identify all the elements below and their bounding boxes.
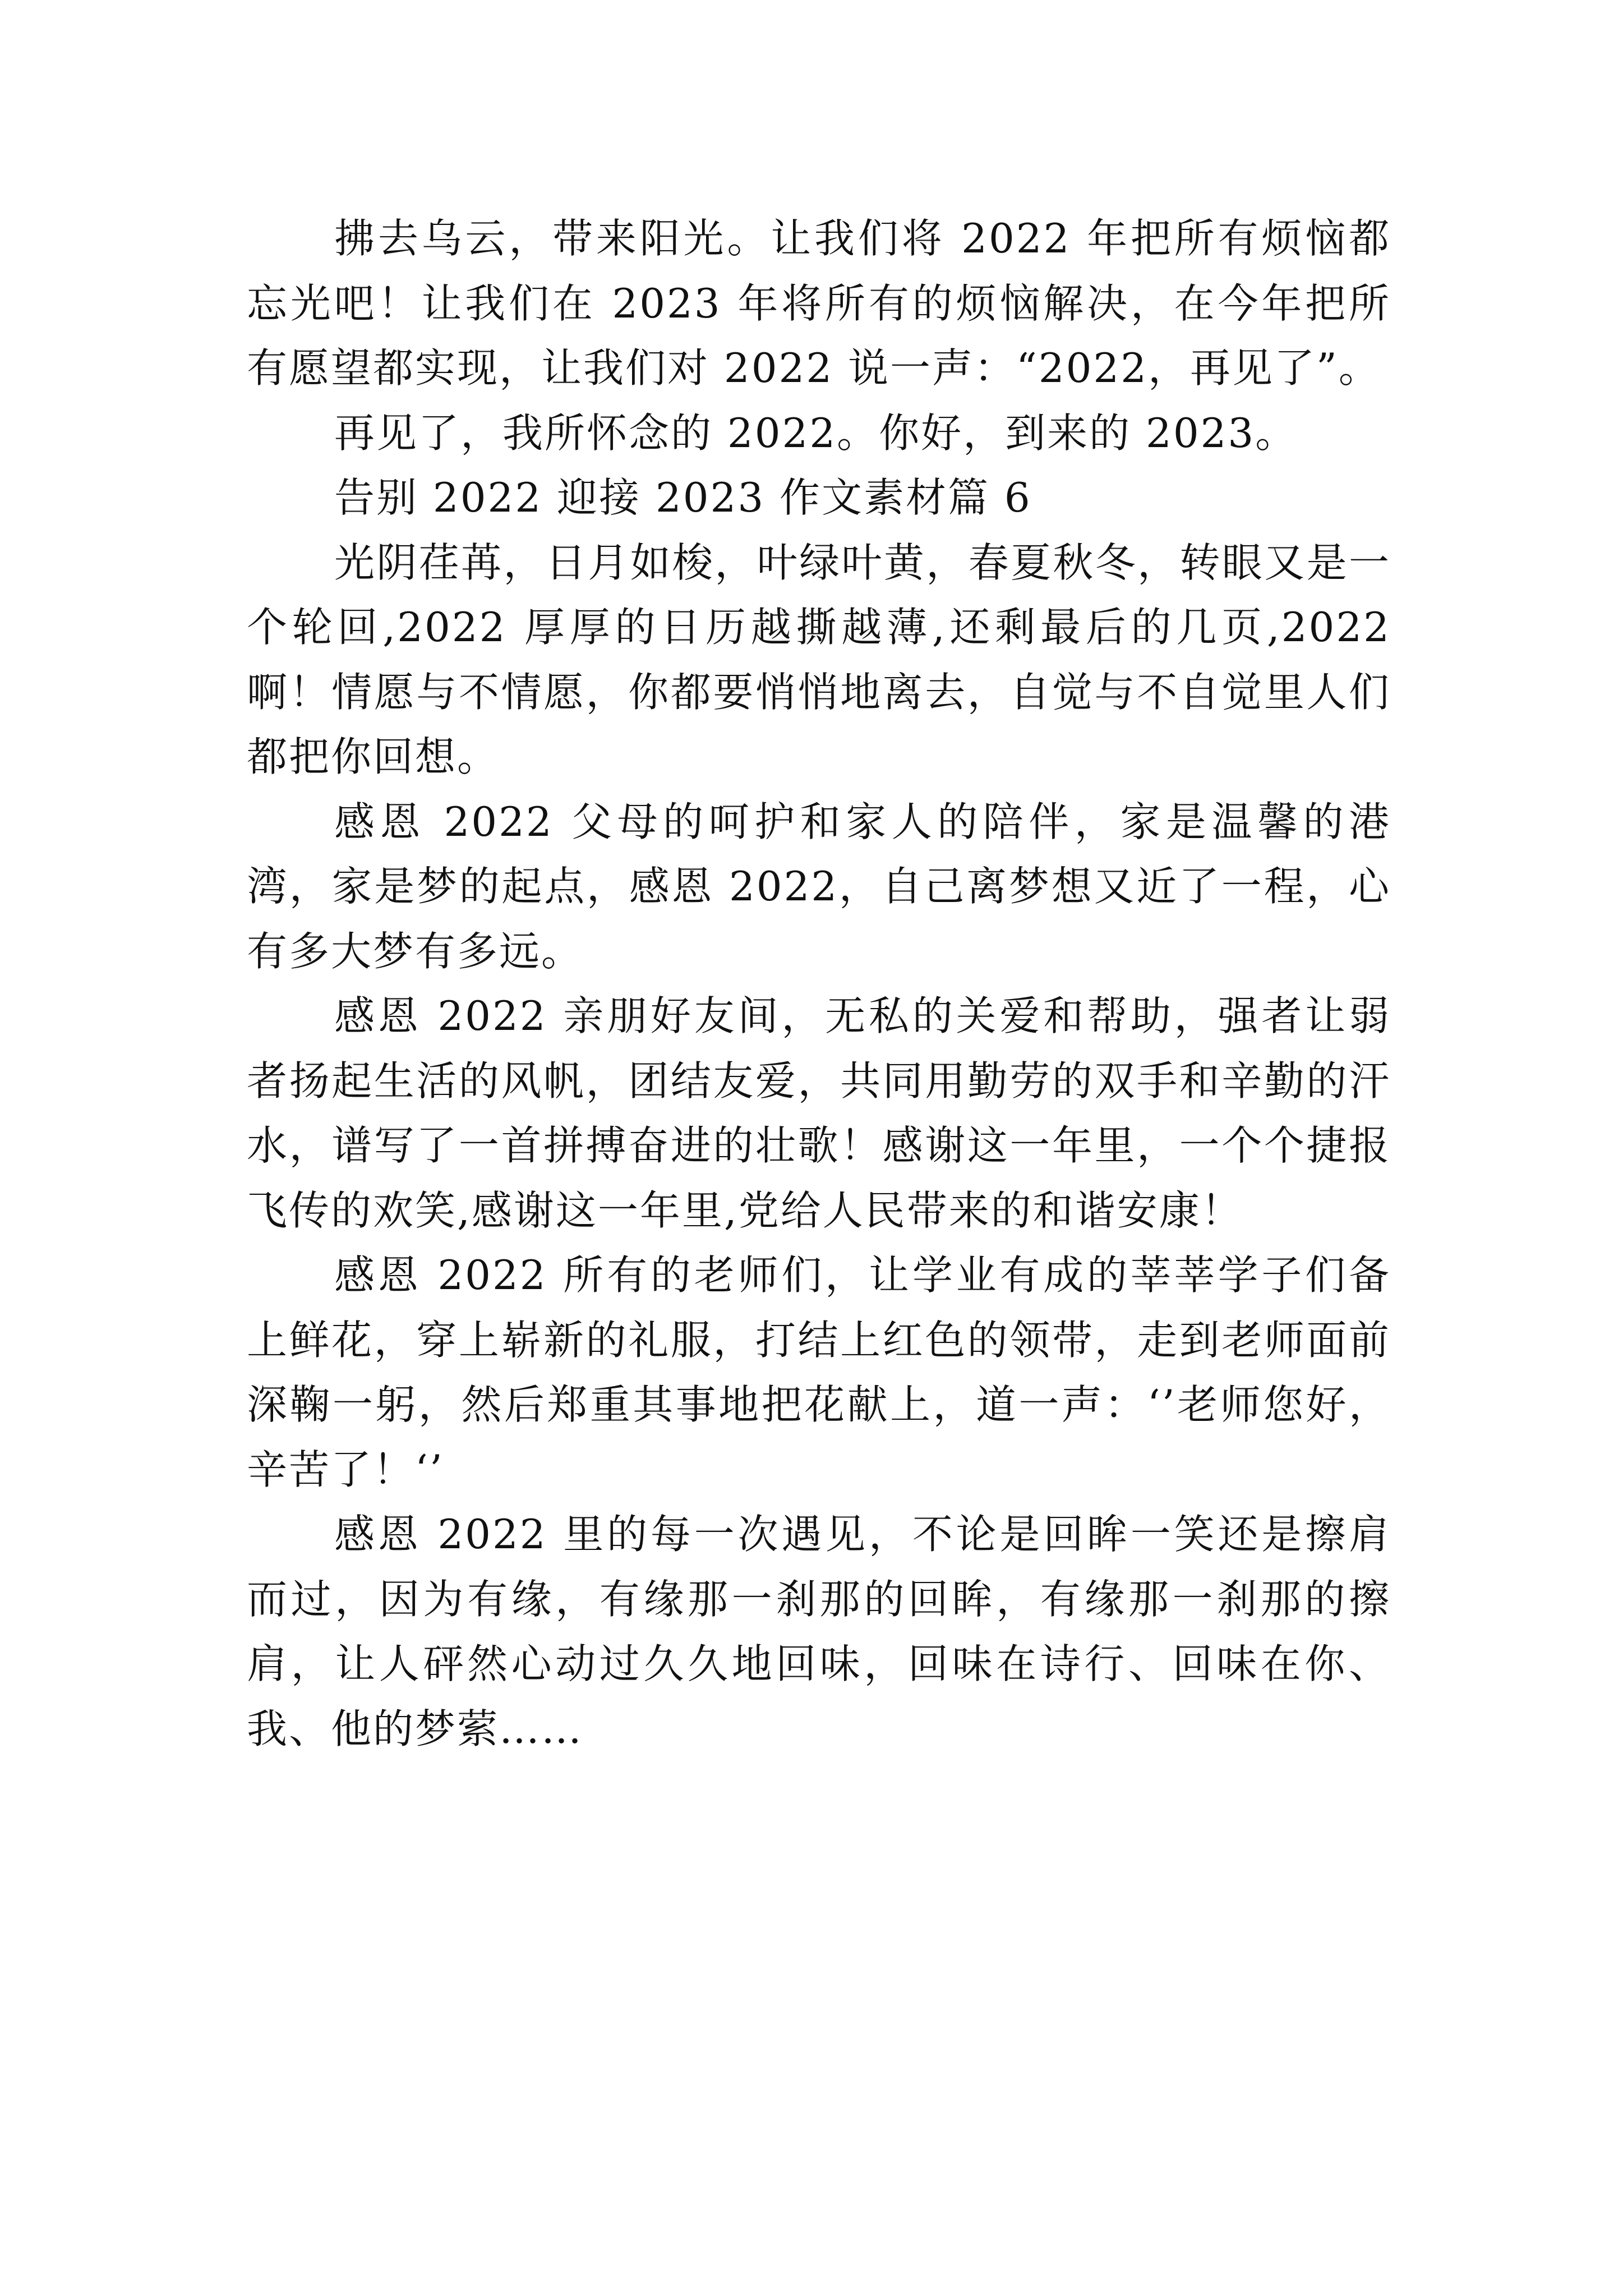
paragraph-2: 再见了，我所怀念的 2022。你好，到来的 2023。 [334, 409, 1298, 457]
paragraph-1: 拂去乌云，带来阳光。让我们将 2022 年把所有烦恼都忘光吧！让我们在 2023 年将所有的烦恼解决，在今年把所有愿望都实现，让我们对 2022 说一声：“2022，再见了”。 [247, 215, 1391, 392]
paragraph-4: 感恩 2022 父母的呵护和家人的陪伴，家是温馨的港湾，家是梦的起点，感恩 2022，自己离梦想又近了一程，心有多大梦有多远。 [247, 798, 1391, 975]
section-heading: 告别 2022 迎接 2023 作文素材篇 6 [334, 474, 1032, 521]
paragraph-5: 感恩 2022 亲朋好友间，无私的关爱和帮助，强者让弱者扬起生活的风帆，团结友爱，共同用勤劳的双手和辛勤的汗水，谱写了一首拼搏奋进的壮歌！感谢这一年里，一个个捷报飞传的欢笑,感谢这一年里,党给人民带来的和谐安康！ [247, 992, 1391, 1234]
paragraph-7: 感恩 2022 里的每一次遇见，不论是回眸一笑还是擦肩而过，因为有缘，有缘那一刹那的回眸，有缘那一刹那的擦肩，让人砰然心动过久久地回味，回味在诗行、回味在你、我、他的梦萦…… [247, 1511, 1391, 1752]
document-body [247, 206, 1391, 1761]
paragraph-3: 光阴荏苒，日月如梭，叶绿叶黄，春夏秋冬，转眼又是一个轮回,2022 厚厚的日历越撕越薄,还剩最后的几页,2022 啊！情愿与不情愿，你都要悄悄地离去，自觉与不自觉里人们都把你回想。 [247, 539, 1391, 780]
paragraph-6: 感恩 2022 所有的老师们，让学业有成的莘莘学子们备上鲜花，穿上崭新的礼服，打结上红色的领带，走到老师面前深鞠一躬，然后郑重其事地把花献上，道一声：‘’老师您好，辛苦了！‘’ [247, 1251, 1391, 1493]
